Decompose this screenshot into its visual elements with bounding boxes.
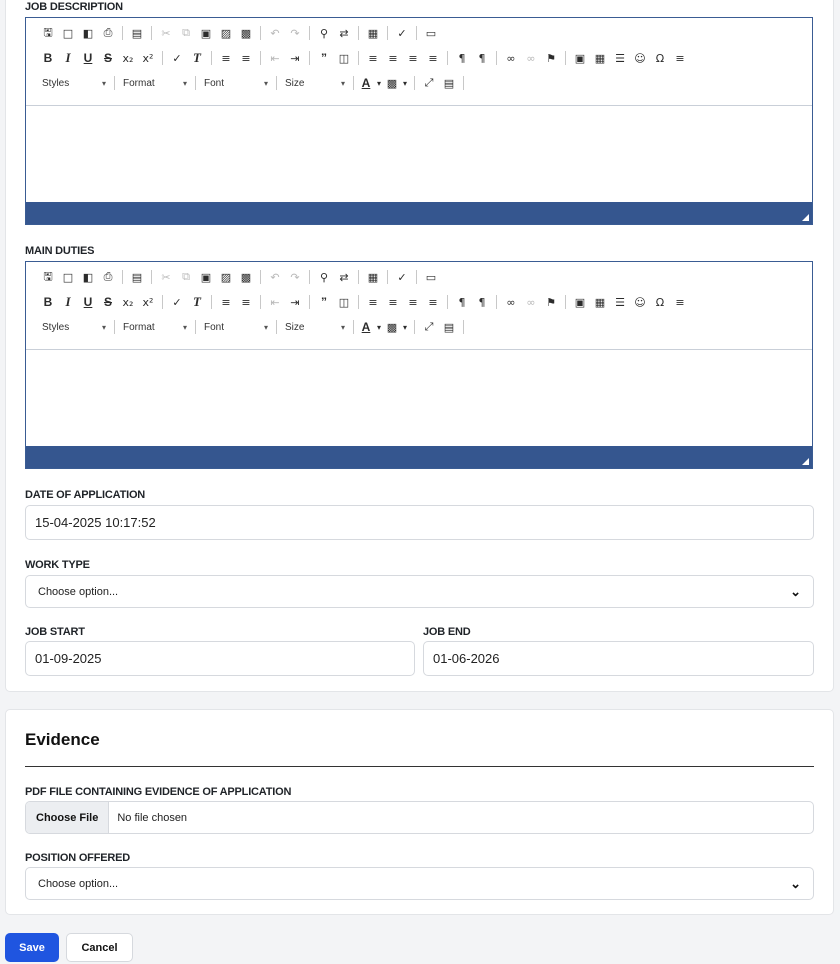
bold-icon[interactable]: B bbox=[43, 51, 53, 65]
work-type-label: WORK TYPE bbox=[25, 559, 90, 571]
cut-icon[interactable]: ✂ bbox=[161, 26, 171, 40]
find-icon[interactable]: ⚲ bbox=[319, 270, 329, 284]
toolbar-separator bbox=[387, 26, 388, 40]
strikethrough-icon[interactable]: S bbox=[103, 295, 112, 309]
evidence-divider bbox=[25, 766, 814, 767]
blockquote-icon[interactable]: ” bbox=[321, 51, 327, 65]
position-offered-value: Choose option... bbox=[38, 877, 119, 890]
horizontal-line-icon[interactable]: ☰ bbox=[615, 295, 625, 309]
paste-icon[interactable]: ▣ bbox=[200, 26, 212, 40]
toolbar-separator bbox=[211, 295, 212, 309]
toolbar-separator bbox=[162, 51, 163, 65]
editor-status-bar bbox=[26, 446, 812, 468]
editor-status-bar bbox=[26, 202, 812, 224]
chevron-down-icon[interactable]: ▾ bbox=[376, 78, 381, 88]
toolbar-separator bbox=[276, 320, 277, 334]
job-end-input[interactable]: 01-06-2026 bbox=[423, 641, 814, 676]
main-duties-editor[interactable] bbox=[25, 261, 813, 469]
replace-icon[interactable]: ⇄ bbox=[339, 26, 349, 40]
toolbar-separator bbox=[414, 76, 415, 90]
toolbar-separator bbox=[565, 51, 566, 65]
chevron-down-icon: ▾ bbox=[340, 322, 345, 332]
link-icon[interactable]: ∞ bbox=[506, 295, 516, 309]
remove-format-icon[interactable]: T bbox=[193, 294, 201, 309]
toolbar-row-3 bbox=[38, 317, 468, 337]
font-dropdown[interactable] bbox=[200, 318, 272, 336]
toolbar-separator bbox=[447, 295, 448, 309]
smiley-icon[interactable]: ☺ bbox=[634, 295, 646, 309]
toolbar-separator bbox=[387, 270, 388, 284]
choose-file-button[interactable]: Choose File bbox=[26, 802, 109, 833]
text-color-icon[interactable]: A bbox=[361, 320, 371, 334]
evidence-heading: Evidence bbox=[25, 730, 100, 749]
cancel-button[interactable]: Cancel bbox=[66, 933, 133, 962]
align-left-icon[interactable]: ≡ bbox=[368, 295, 378, 309]
link-icon[interactable]: ∞ bbox=[506, 51, 516, 65]
select-all-icon[interactable]: ▦ bbox=[367, 26, 379, 40]
rtl-icon[interactable]: ¶ bbox=[478, 51, 486, 65]
form-icon[interactable]: ▭ bbox=[425, 270, 437, 284]
size-dropdown[interactable] bbox=[281, 74, 349, 92]
toolbar-separator bbox=[122, 26, 123, 40]
toolbar-row-2 bbox=[38, 292, 690, 312]
align-left-icon[interactable]: ≡ bbox=[368, 51, 378, 65]
job-start-label: JOB START bbox=[25, 626, 85, 638]
file-status-text: No file chosen bbox=[117, 811, 188, 824]
toolbar-separator bbox=[358, 295, 359, 309]
subscript-icon[interactable]: x₂ bbox=[122, 295, 134, 309]
maximize-icon[interactable]: ⤢ bbox=[424, 320, 434, 333]
position-offered-select[interactable] bbox=[25, 867, 814, 900]
templates-icon[interactable]: ▤ bbox=[131, 26, 143, 40]
chevron-down-icon[interactable]: ▾ bbox=[376, 322, 381, 332]
toolbar-separator bbox=[358, 26, 359, 40]
toolbar-separator bbox=[151, 26, 152, 40]
form-icon[interactable]: ▭ bbox=[425, 26, 437, 40]
maximize-icon[interactable]: ⤢ bbox=[424, 76, 434, 89]
undo-icon[interactable]: ↶ bbox=[270, 270, 280, 284]
toolbar-separator bbox=[414, 320, 415, 334]
save-button[interactable]: Save bbox=[5, 933, 59, 962]
align-center-icon[interactable]: ≡ bbox=[388, 295, 398, 309]
toolbar-separator bbox=[496, 295, 497, 309]
anchor-icon[interactable]: ⚑ bbox=[546, 51, 556, 65]
editor-content-area[interactable] bbox=[26, 350, 812, 446]
replace-icon[interactable]: ⇄ bbox=[339, 270, 349, 284]
toolbar-separator bbox=[260, 295, 261, 309]
resize-handle-icon[interactable] bbox=[802, 458, 809, 465]
job-description-editor[interactable] bbox=[25, 17, 813, 225]
toolbar-separator bbox=[211, 51, 212, 65]
chevron-down-icon: ▾ bbox=[263, 78, 268, 88]
job-end-label: JOB END bbox=[423, 626, 471, 638]
italic-icon[interactable]: I bbox=[65, 294, 71, 309]
unlink-icon[interactable]: ∞ bbox=[526, 51, 536, 65]
chevron-down-icon: ▾ bbox=[182, 78, 187, 88]
editor-toolbar bbox=[26, 18, 812, 106]
toolbar-separator bbox=[447, 51, 448, 65]
size-dropdown[interactable] bbox=[281, 318, 349, 336]
blockquote-icon[interactable]: ” bbox=[321, 295, 327, 309]
ltr-icon[interactable]: ¶ bbox=[458, 51, 466, 65]
bulleted-list-icon[interactable]: ≡ bbox=[241, 51, 251, 65]
toolbar-separator bbox=[463, 320, 464, 334]
position-offered-label: POSITION OFFERED bbox=[25, 852, 130, 864]
format-label: Format bbox=[123, 321, 155, 333]
chevron-down-icon: ▾ bbox=[101, 322, 106, 332]
pdf-evidence-label: PDF FILE CONTAINING EVIDENCE OF APPLICATION bbox=[25, 786, 292, 798]
toolbar-separator bbox=[276, 76, 277, 90]
toolbar-separator bbox=[496, 51, 497, 65]
spellcheck-icon[interactable]: ✓ bbox=[397, 26, 407, 40]
align-right-icon[interactable]: ≡ bbox=[408, 295, 418, 309]
toolbar-separator bbox=[358, 270, 359, 284]
resize-handle-icon[interactable] bbox=[802, 214, 809, 221]
styles-dropdown[interactable] bbox=[38, 74, 110, 92]
page-break-icon[interactable]: ≡ bbox=[675, 51, 685, 65]
justify-icon[interactable]: ≡ bbox=[428, 51, 438, 65]
job-start-input[interactable]: 01-09-2025 bbox=[25, 641, 415, 676]
toolbar-separator bbox=[416, 26, 417, 40]
main-duties-label: MAIN DUTIES bbox=[25, 245, 95, 257]
select-all-icon[interactable]: ▦ bbox=[367, 270, 379, 284]
spellcheck-icon[interactable]: ✓ bbox=[397, 270, 407, 284]
chevron-down-icon: ▾ bbox=[101, 78, 106, 88]
toolbar-separator bbox=[309, 51, 310, 65]
chevron-down-icon: ▾ bbox=[182, 322, 187, 332]
subscript-icon[interactable]: x₂ bbox=[122, 51, 134, 65]
copy-format-icon[interactable]: ✓ bbox=[172, 51, 182, 65]
text-color-icon[interactable]: A bbox=[361, 76, 371, 90]
work-type-value: Choose option... bbox=[38, 585, 119, 598]
strikethrough-icon[interactable]: S bbox=[103, 51, 112, 65]
redo-icon[interactable]: ↷ bbox=[290, 270, 300, 284]
chevron-down-icon: ▾ bbox=[263, 322, 268, 332]
job-description-label: JOB DESCRIPTION bbox=[25, 1, 123, 13]
size-label: Size bbox=[285, 321, 305, 333]
font-label: Font bbox=[204, 77, 225, 89]
copy-icon[interactable]: ⧉ bbox=[182, 26, 190, 39]
toolbar-separator bbox=[353, 320, 354, 334]
paste-word-icon[interactable]: ▩ bbox=[240, 26, 252, 40]
undo-icon[interactable]: ↶ bbox=[270, 26, 280, 40]
paste-text-icon[interactable]: ▨ bbox=[220, 26, 232, 40]
outdent-icon[interactable]: ⇤ bbox=[270, 295, 280, 309]
numbered-list-icon[interactable]: ≡ bbox=[221, 295, 231, 309]
bold-icon[interactable]: B bbox=[43, 295, 53, 309]
toolbar-separator bbox=[151, 270, 152, 284]
toolbar-separator bbox=[416, 270, 417, 284]
div-container-icon[interactable]: ◫ bbox=[338, 51, 350, 65]
horizontal-line-icon[interactable]: ☰ bbox=[615, 51, 625, 65]
toolbar-separator bbox=[114, 320, 115, 334]
rtl-icon[interactable]: ¶ bbox=[478, 295, 486, 309]
format-dropdown[interactable] bbox=[119, 318, 191, 336]
toolbar-separator bbox=[358, 51, 359, 65]
toolbar-separator bbox=[260, 270, 261, 284]
preview-icon[interactable]: ◧ bbox=[82, 26, 94, 40]
toolbar-row-1 bbox=[38, 267, 441, 287]
indent-icon[interactable]: ⇥ bbox=[290, 51, 300, 65]
special-char-icon[interactable]: Ω bbox=[655, 51, 665, 65]
paste-word-icon[interactable]: ▩ bbox=[240, 270, 252, 284]
toolbar-separator bbox=[260, 51, 261, 65]
toolbar-row-2 bbox=[38, 48, 690, 68]
toolbar-row-1 bbox=[38, 23, 441, 43]
cut-icon[interactable]: ✂ bbox=[161, 270, 171, 284]
toolbar-separator bbox=[195, 320, 196, 334]
chevron-down-icon: ▾ bbox=[340, 78, 345, 88]
special-char-icon[interactable]: Ω bbox=[655, 295, 665, 309]
pdf-file-input[interactable] bbox=[25, 801, 814, 834]
page-break-icon[interactable]: ≡ bbox=[675, 295, 685, 309]
date-of-application-input[interactable]: 15-04-2025 10:17:52 bbox=[25, 505, 814, 540]
image-icon[interactable]: ▣ bbox=[574, 51, 586, 65]
work-type-select[interactable] bbox=[25, 575, 814, 608]
font-label: Font bbox=[204, 321, 225, 333]
toolbar-separator bbox=[260, 26, 261, 40]
chevron-down-icon[interactable]: ▾ bbox=[402, 78, 407, 88]
indent-icon[interactable]: ⇥ bbox=[290, 295, 300, 309]
format-dropdown[interactable] bbox=[119, 74, 191, 92]
unlink-icon[interactable]: ∞ bbox=[526, 295, 536, 309]
paste-icon[interactable]: ▣ bbox=[200, 270, 212, 284]
chevron-down-icon: ⌄ bbox=[790, 583, 801, 599]
editor-content-area[interactable] bbox=[26, 106, 812, 202]
remove-format-icon[interactable]: T bbox=[193, 50, 201, 65]
toolbar-separator bbox=[309, 295, 310, 309]
toolbar-separator bbox=[195, 76, 196, 90]
align-center-icon[interactable]: ≡ bbox=[388, 51, 398, 65]
styles-label: Styles bbox=[42, 77, 70, 89]
save-icon[interactable]: 🖫 bbox=[43, 269, 53, 283]
size-label: Size bbox=[285, 77, 305, 89]
table-icon[interactable]: ▦ bbox=[594, 295, 606, 309]
underline-icon[interactable]: U bbox=[83, 295, 93, 309]
anchor-icon[interactable]: ⚑ bbox=[546, 295, 556, 309]
chevron-down-icon[interactable]: ▾ bbox=[402, 322, 407, 332]
redo-icon[interactable]: ↷ bbox=[290, 26, 300, 40]
chevron-down-icon: ⌄ bbox=[790, 875, 801, 891]
show-blocks-icon[interactable]: ▤ bbox=[443, 320, 455, 334]
justify-icon[interactable]: ≡ bbox=[428, 295, 438, 309]
background-color-icon[interactable]: ▩ bbox=[386, 76, 398, 90]
italic-icon[interactable]: I bbox=[65, 50, 71, 65]
toolbar-separator bbox=[122, 270, 123, 284]
superscript-icon[interactable]: x² bbox=[142, 295, 154, 309]
new-page-icon[interactable]: □ bbox=[62, 26, 74, 40]
find-icon[interactable]: ⚲ bbox=[319, 26, 329, 40]
copy-format-icon[interactable]: ✓ bbox=[172, 295, 182, 309]
outdent-icon[interactable]: ⇤ bbox=[270, 51, 280, 65]
format-label: Format bbox=[123, 77, 155, 89]
toolbar-separator bbox=[353, 76, 354, 90]
paste-text-icon[interactable]: ▨ bbox=[220, 270, 232, 284]
toolbar-separator bbox=[309, 26, 310, 40]
image-icon[interactable]: ▣ bbox=[574, 295, 586, 309]
background-color-icon[interactable]: ▩ bbox=[386, 320, 398, 334]
ltr-icon[interactable]: ¶ bbox=[458, 295, 466, 309]
superscript-icon[interactable]: x² bbox=[142, 51, 154, 65]
toolbar-separator bbox=[162, 295, 163, 309]
new-page-icon[interactable]: □ bbox=[62, 270, 74, 284]
copy-icon[interactable]: ⧉ bbox=[182, 270, 190, 283]
show-blocks-icon[interactable]: ▤ bbox=[443, 76, 455, 90]
toolbar-separator bbox=[463, 76, 464, 90]
smiley-icon[interactable]: ☺ bbox=[634, 51, 646, 65]
font-dropdown[interactable] bbox=[200, 74, 272, 92]
table-icon[interactable]: ▦ bbox=[594, 51, 606, 65]
print-icon[interactable]: ⎙ bbox=[103, 270, 113, 283]
toolbar-separator bbox=[309, 270, 310, 284]
numbered-list-icon[interactable]: ≡ bbox=[221, 51, 231, 65]
toolbar-separator bbox=[565, 295, 566, 309]
editor-toolbar bbox=[26, 262, 812, 350]
print-icon[interactable]: ⎙ bbox=[103, 26, 113, 39]
align-right-icon[interactable]: ≡ bbox=[408, 51, 418, 65]
templates-icon[interactable]: ▤ bbox=[131, 270, 143, 284]
save-icon[interactable]: 🖫 bbox=[43, 25, 53, 39]
toolbar-row-3 bbox=[38, 73, 468, 93]
date-of-application-label: DATE OF APPLICATION bbox=[25, 489, 146, 501]
styles-label: Styles bbox=[42, 321, 70, 333]
div-container-icon[interactable]: ◫ bbox=[338, 295, 350, 309]
toolbar-separator bbox=[114, 76, 115, 90]
styles-dropdown[interactable] bbox=[38, 318, 110, 336]
bulleted-list-icon[interactable]: ≡ bbox=[241, 295, 251, 309]
preview-icon[interactable]: ◧ bbox=[82, 270, 94, 284]
underline-icon[interactable]: U bbox=[83, 51, 93, 65]
